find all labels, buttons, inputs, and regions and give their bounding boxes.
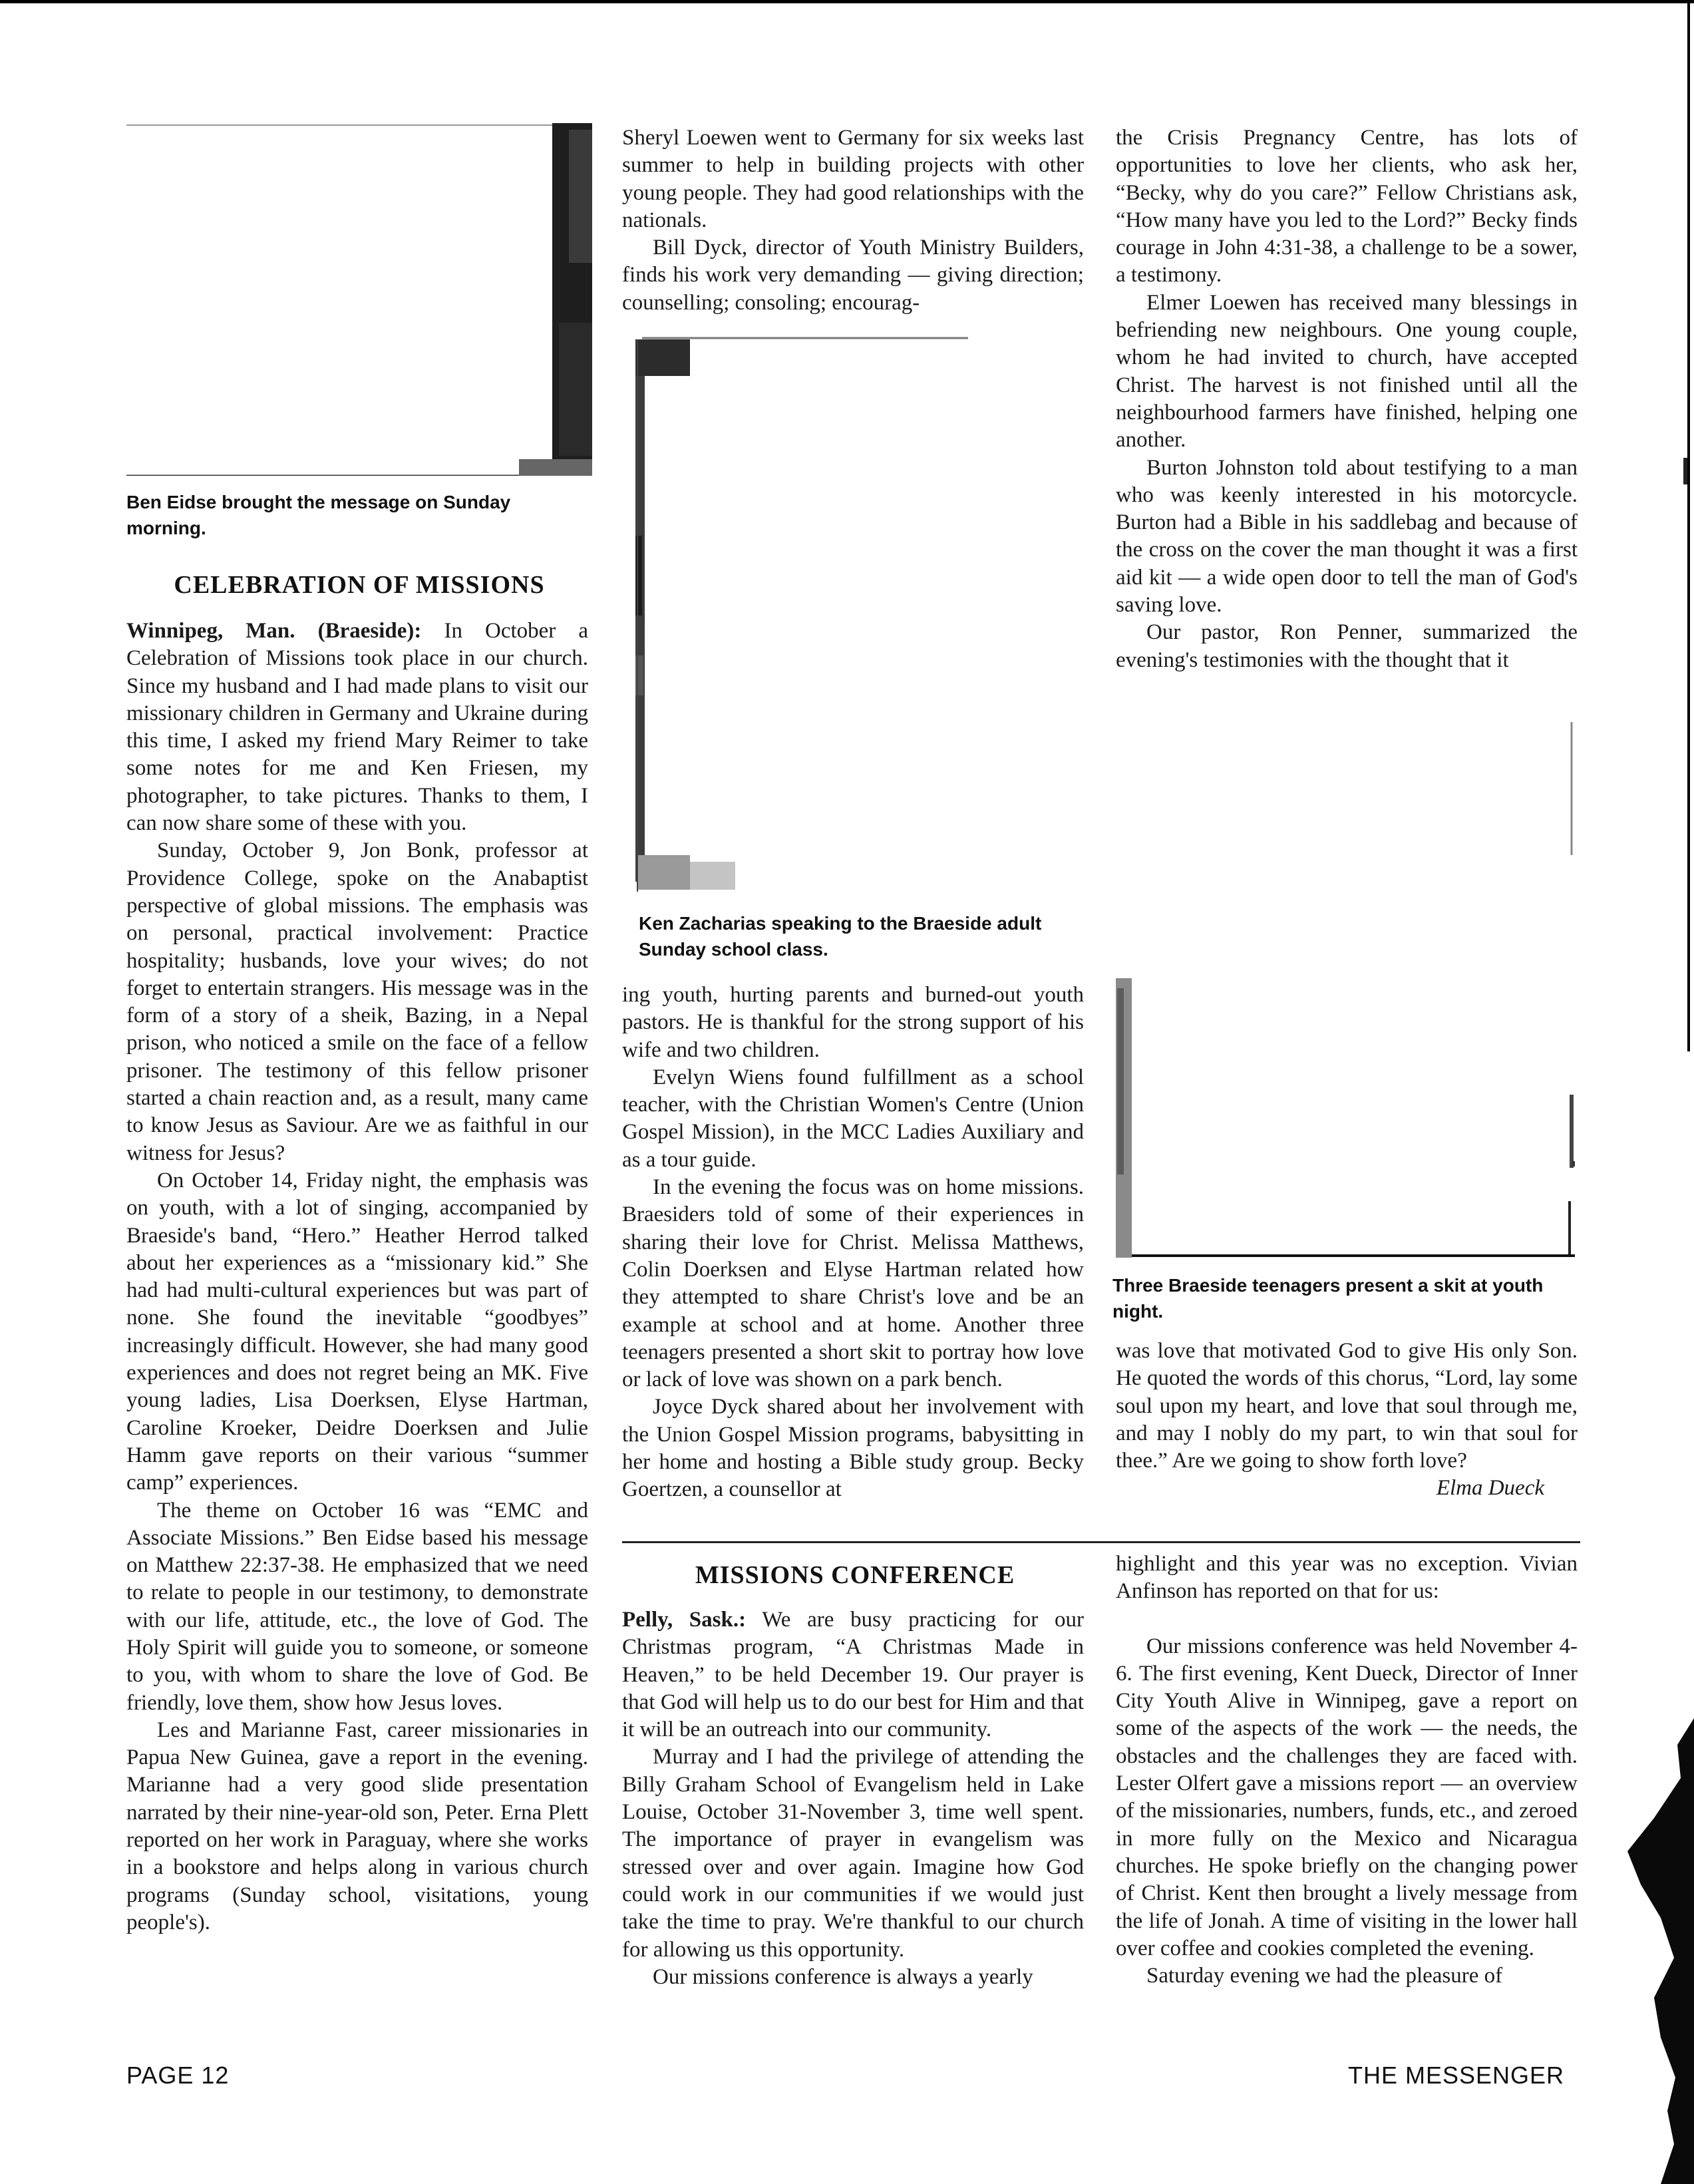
- article-divider: [622, 1541, 1580, 1543]
- right-border: [1687, 0, 1690, 1051]
- paragraph: The theme on October 16 was “EMC and Associate Missions.” Ben Eidse based his message on Matthew 22:37-38. He emphasized that we need to relate to people in our testimony, to demonstrate with our life, attitude, etc., the love of God. The Holy Spirit will guide you to someone, or someone to you, with whom to share the love of God. Be friendly, love them, show how Jesus loves.: [126, 1498, 588, 1715]
- missions-column-2: [1116, 1550, 1578, 1990]
- paragraph: Winnipeg, Man. (Braeside): In October a Celebration of Missions took place in our church. Since my husband and I had made plans to visit our missionary children in Germany and Ukraine during this time, I asked my friend Mary Reimer to take some notes for me and Ken Friesen, my photographer, to take pictures. Thanks to them, I can now share some of these with you.: [126, 619, 589, 836]
- photo-ben-eidse: [126, 123, 592, 476]
- paragraph: highlight and this year was no exception. Vivian Anfinson has reported on that for us:: [1116, 1552, 1578, 1604]
- photo-ken-zacharias: [622, 336, 1088, 908]
- column-1: [126, 618, 588, 1936]
- column-2-bottom: [622, 982, 1084, 1504]
- page-number: PAGE 12: [126, 2062, 230, 2089]
- paragraph: Sunday, October 9, Jon Bonk, professor at Providence College, spoke on the Anabaptist perspective of global missions. The emphasis was on personal, practical involvement: Practice hospitality; husbands, love your wives; do not forget to entertain strangers. His message was in the form of a story of a sheik, Bazing, in a Nepal prison, who noticed a smile on the face of a fellow prisoner. The testimony of this fellow prisoner started a chain reaction and, as a result, many came to know Jesus as Saviour. Are we as faithful in our witness for Jesus?: [126, 838, 588, 1165]
- torn-page-edge: [1561, 1718, 1694, 2184]
- column-3-top: [1116, 124, 1578, 674]
- paragraph: Pelly, Sask.: We are busy practicing for our Christmas program, “A Christmas Made in Heaven,” to be held December 19. Our prayer is that God will help us to do our best for Him and that it will be an outreach into our community.: [622, 1608, 1085, 1742]
- caption-photo-ken-zacharias: Ken Zacharias speaking to the Braeside adult Sunday school class.: [639, 913, 1042, 960]
- paragraph: ing youth, hurting parents and burned-out youth pastors. He is thankful for the strong support of his wife and two children.: [622, 983, 1084, 1062]
- dateline-pelly: Pelly, Sask.:: [622, 1608, 747, 1632]
- paragraph: Elmer Loewen has received many blessings in befriending new neighbours. One young couple, whom he had invited to church, have accepted Christ. The harvest is not finished until all the neighbourhood farmers have finished, helping one another.: [1116, 290, 1578, 453]
- column-3-bottom: [1116, 1338, 1578, 1503]
- paragraph: On October 14, Friday night, the emphasis was on youth, with a lot of singing, accompanied by Braeside's band, “Hero.” Heather Herrod talked about her experiences as a “missionary kid.” She had had multi-cultural experiences but was part of none. She found the inevitable “goodbyes” increasingly difficult. However, she had many good experiences and does not regret being an MK. Five young ladies, Lisa Doerksen, Elyse Hartman, Caroline Kroeker, Deidre Doerksen and Julie Hamm gave reports on their various “summer camp” experiences.: [126, 1168, 588, 1495]
- paragraph: Burton Johnston told about testifying to a man who was keenly interested in his motorcycle. Burton had a Bible in his saddlebag and because of the cross on the cover the man thought it was a first aid kit — a wide open door to tell the man of God's saving love.: [1116, 455, 1578, 618]
- dateline-winnipeg: Winnipeg, Man. (Braeside):: [126, 619, 422, 643]
- caption-photo-braeside-teenagers: Three Braeside teenagers present a skit at youth night.: [1112, 1275, 1544, 1322]
- paragraph: was love that motivated God to give His only Son. He quoted the words of this chorus, “Lord, lay some soul upon my heart, and love that soul through me, and may I nobly do my part, to win that soul for thee.” Are we going to show forth love?: [1116, 1339, 1578, 1473]
- paragraph: Evelyn Wiens found fulfillment as a school teacher, with the Christian Women's Centre (Union Gospel Mission), in the MCC Ladies Auxiliary and as a tour guide.: [622, 1065, 1084, 1172]
- paragraph: Les and Marianne Fast, career missionaries in Papua New Guinea, gave a report in the evening. Marianne had a very good slide presentation narrated by their nine-year-old son, Peter. Erna Plett reported on her work in Paraguay, where she works in a bookstore and helps along in various church programs (Sunday school, visitations, young people's).: [126, 1718, 588, 1934]
- paragraph: Bill Dyck, director of Youth Ministry Builders, finds his work very demanding — giving direction; counselling; consoling; encourag-: [622, 236, 1084, 315]
- paragraph: Sheryl Loewen went to Germany for six weeks last summer to help in building projects with other young people. They had good relationships with the nationals.: [622, 126, 1084, 232]
- photo-braeside-teenagers: [1116, 722, 1582, 1258]
- missions-column-1: [622, 1606, 1084, 1991]
- paragraph: Our pastor, Ron Penner, summarized the evening's testimonies with the thought that it: [1116, 620, 1578, 672]
- paragraph: Joyce Dyck shared about her involvement with the Union Gospel Mission programs, babysitting in her home and hosting a Bible study group. Becky Goertzen, a counsellor at: [622, 1395, 1084, 1502]
- paragraph: Saturday evening we had the pleasure of: [1146, 1964, 1503, 1988]
- publication-name: THE MESSENGER: [1348, 2062, 1565, 2089]
- paragraph: Murray and I had the privilege of attending the Billy Graham School of Evangelism held in Lake Louise, October 31-November 3, time well spent. The importance of prayer in evangelism was stressed over and over again. Imagine how God could work in our communities if we would just take the time to pray. We're thankful to our church for allowing us this opportunity.: [622, 1745, 1084, 1962]
- heading-missions-conference: MISSIONS CONFERENCE: [695, 1561, 1015, 1589]
- caption-photo-ben-eidse: Ben Eidse brought the message on Sunday morning.: [126, 492, 511, 538]
- paragraph: Our missions conference is always a yearly: [653, 1964, 1033, 1989]
- heading-celebration-of-missions: CELEBRATION OF MISSIONS: [174, 571, 545, 599]
- column-2-top: [622, 124, 1084, 317]
- edge-mark: [1683, 458, 1687, 484]
- top-border: [0, 0, 1694, 3]
- paragraph: Our missions conference was held November 4-6. The first evening, Kent Dueck, Director of Inner City Youth Alive in Winnipeg, gave a report on some of the aspects of the work — the needs, the obstacles and the challenges they are faced with. Lester Olfert gave a missions report — an overview of the missionaries, numbers, funds, etc., and zeroed in more fully on the Mexico and Nicaragua churches. He spoke briefly on the changing power of Christ. Kent then brought a lively message from the life of Jonah. A time of visiting in the lower hall over coffee and cookies completed the evening.: [1116, 1634, 1578, 1960]
- byline-elma-dueck: Elma Dueck: [1436, 1476, 1544, 1501]
- paragraph: In the evening the focus was on home missions. Braesiders told of some of their experiences in sharing their love for Christ. Melissa Matthews, Colin Doerksen and Elyse Hartman related how they attempted to share Christ's love and be an example at school and at home. Another three teenagers presented a short skit to portray how love or lack of love was shown on a park bench.: [622, 1175, 1084, 1392]
- paragraph: the Crisis Pregnancy Centre, has lots of opportunities to love her clients, who ask her, “Becky, why do you care?” Fellow Christians ask, “How many have you led to the Lord?” Becky finds courage in John 4:31-38, a challenge to be a sower, a testimony.: [1116, 126, 1578, 287]
